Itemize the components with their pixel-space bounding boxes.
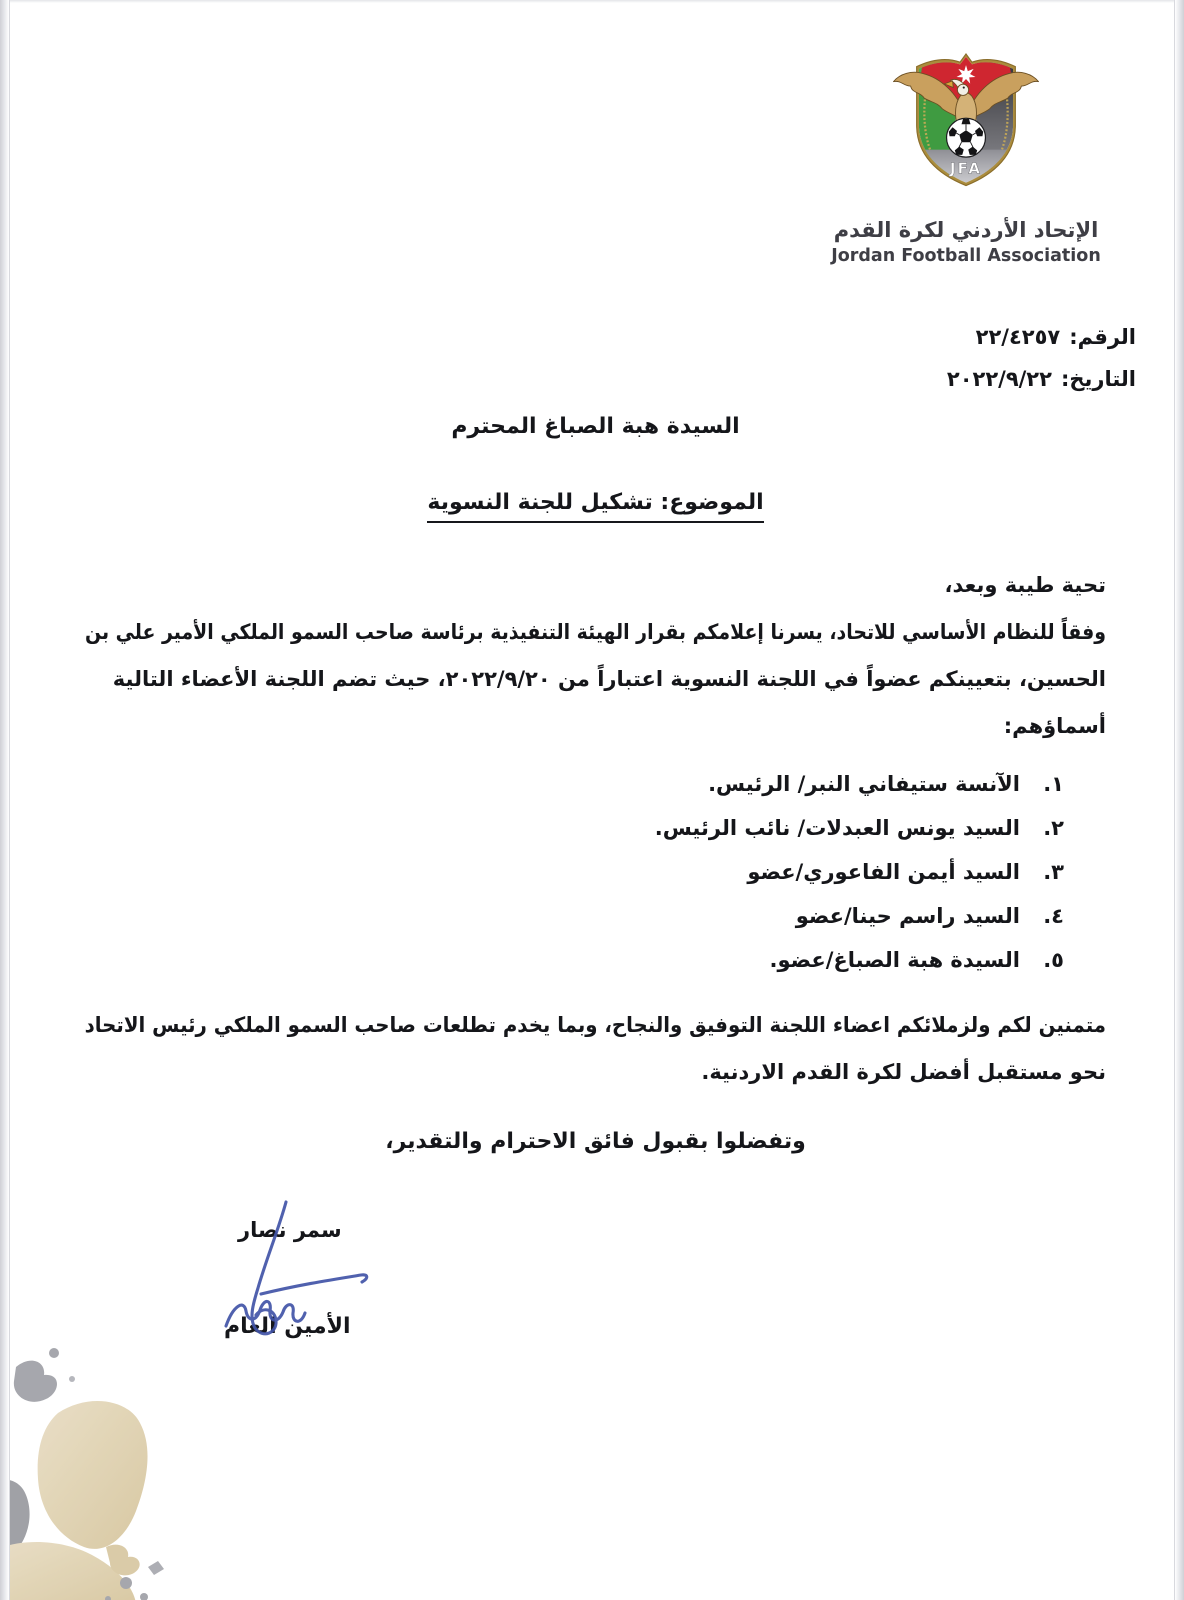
- item-text: الآنسة ستيفاني النبر/ الرئيس.: [708, 772, 1020, 796]
- page-left-edge: [0, 0, 10, 1600]
- reference-block: [947, 316, 1136, 400]
- addressee-row: [85, 414, 1106, 439]
- page-top-edge: [0, 0, 1184, 3]
- subject-row: [85, 490, 1106, 523]
- list-item: [85, 894, 1064, 938]
- reference-date-line: [947, 358, 1136, 400]
- signer-name: سمر نصار: [238, 1218, 342, 1242]
- letterhead: [830, 36, 1102, 268]
- item-number: ٢.: [1043, 816, 1064, 840]
- reference-number-line: [947, 316, 1136, 358]
- jfa-crest-icon: [887, 36, 1045, 208]
- watermark-graphic: [0, 1315, 548, 1600]
- number-value: ٢٢/٤٢٥٧: [975, 325, 1061, 349]
- football-icon: [947, 118, 986, 157]
- list-item: [85, 850, 1064, 894]
- item-text: السيد راسم حينا/عضو: [795, 904, 1020, 928]
- signature-block: [206, 1198, 396, 1356]
- members-list: [85, 762, 1064, 982]
- salutation-row: [85, 1122, 1106, 1162]
- item-text: السيد أيمن الفاعوري/عضو: [747, 860, 1020, 884]
- body-line-1: وفقاً للنظام الأساسي للاتحاد، يسرنا إعلامكم بقرار الهيئة التنفيذية برئاسة صاحب السمو الملكي الأمير علي بن: [84, 620, 1107, 644]
- list-item: [85, 762, 1064, 806]
- salutation: وتفضلوا بقبول فائق الاحترام والتقدير،: [385, 1129, 806, 1154]
- item-text: السيد يونس العبدلات/ نائب الرئيس.: [654, 816, 1020, 840]
- list-item: [85, 806, 1064, 850]
- item-text: السيدة هبة الصباغ/عضو.: [769, 948, 1020, 972]
- greeting: تحية طيبة وبعد،: [944, 573, 1106, 597]
- date-label: التاريخ:: [1060, 367, 1136, 391]
- org-name-english: Jordan Football Association: [831, 246, 1101, 266]
- signer-title: الأمين العام: [224, 1314, 351, 1339]
- jfa-monogram: JFA: [949, 159, 983, 178]
- body-paragraph: [85, 562, 1106, 750]
- body-line-2: الحسين، بتعيينكم عضواً في اللجنة النسوية اعتباراً من ٢٠٢٢/٩/٢٠، حيث تضم اللجنة الأعضاء التالية: [112, 667, 1106, 691]
- closing-line-2: نحو مستقبل أفضل لكرة القدم الاردنية.: [701, 1060, 1106, 1084]
- org-name-arabic: الإتحاد الأردني لكرة القدم: [833, 218, 1099, 242]
- item-number: ١.: [1043, 772, 1064, 796]
- item-number: ٥.: [1043, 948, 1064, 972]
- page-right-edge: [1174, 0, 1184, 1600]
- item-number: ٣.: [1043, 860, 1064, 884]
- date-value: ٢٠٢٢/٩/٢٢: [946, 367, 1052, 391]
- number-label: الرقم:: [1069, 325, 1136, 349]
- list-item: [85, 938, 1064, 982]
- closing-line-1: متمنين لكم ولزملائكم اعضاء اللجنة التوفيق والنجاح، وبما يخدم تطلعات صاحب السمو الملكي رئيس الاتحاد: [84, 1013, 1106, 1037]
- addressee: السيدة هبة الصباغ المحترم: [451, 414, 740, 439]
- item-number: ٤.: [1043, 904, 1064, 928]
- subject-line: الموضوع: تشكيل للجنة النسوية: [427, 490, 763, 523]
- closing-paragraph: [85, 1002, 1106, 1096]
- body-line-3: أسماؤهم:: [1003, 714, 1106, 738]
